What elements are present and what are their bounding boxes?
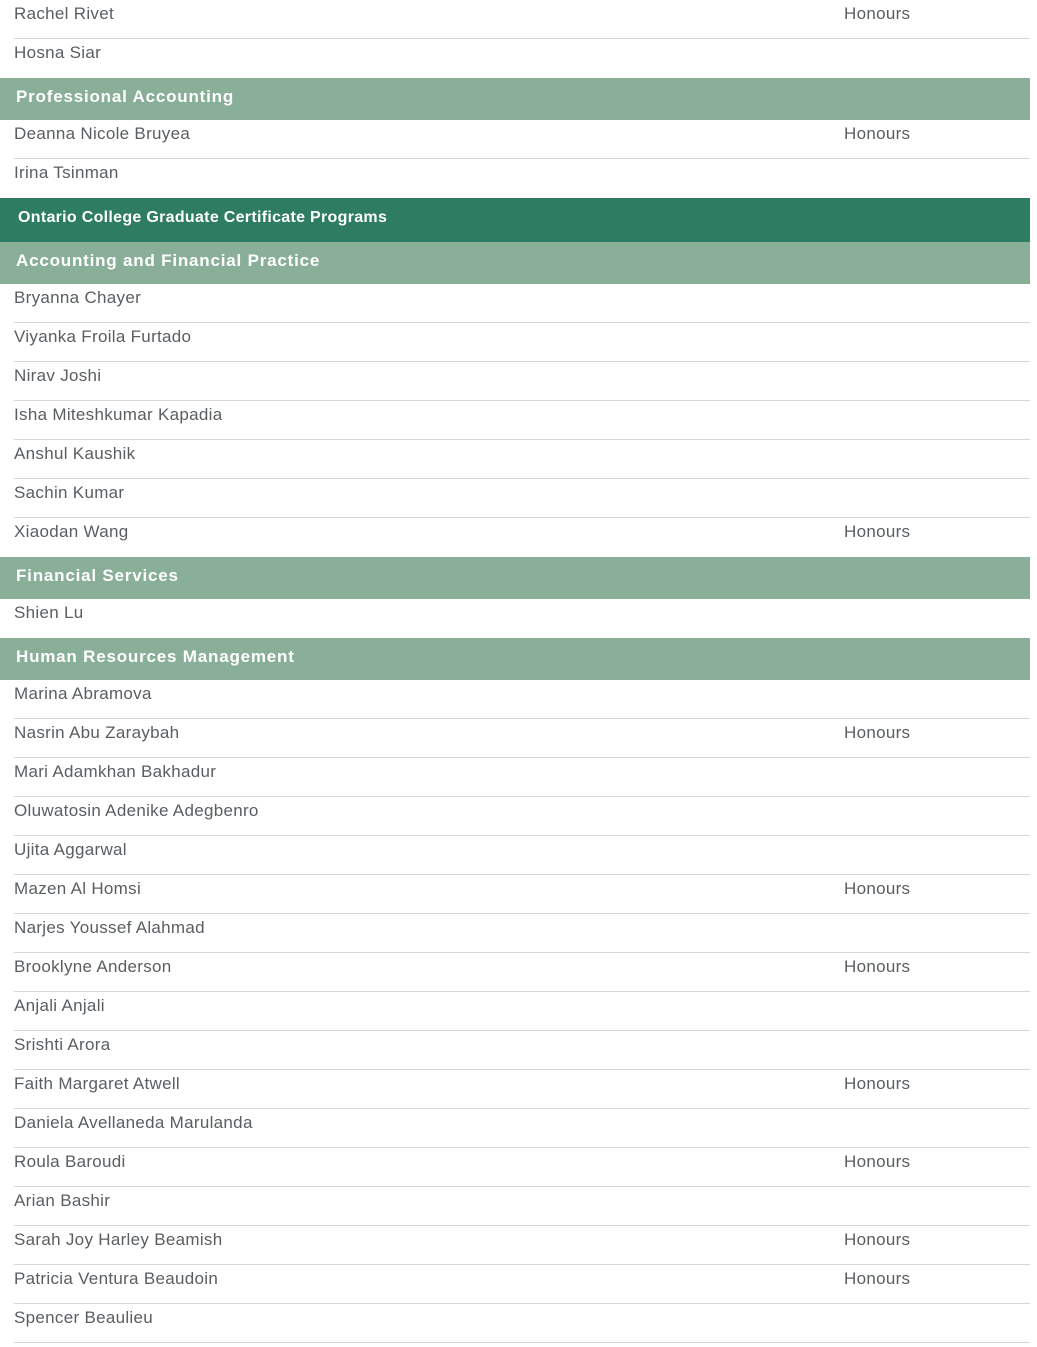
- heading-label: Accounting and Financial Practice: [16, 251, 321, 270]
- graduate-row: [0, 599, 1030, 638]
- honours-label: Honours: [844, 522, 911, 541]
- honours-label: Honours: [844, 957, 911, 976]
- graduate-name: Nasrin Abu Zaraybah: [14, 723, 180, 742]
- graduate-row: [0, 284, 1030, 323]
- graduate-name: Sachin Kumar: [14, 483, 125, 502]
- graduate-row: [0, 953, 1030, 992]
- graduate-row: [0, 1187, 1030, 1226]
- graduate-row: [0, 1070, 1030, 1109]
- program-heading: [0, 557, 1030, 599]
- program-heading: [0, 638, 1030, 680]
- graduate-name: Marina Abramova: [14, 684, 152, 703]
- graduate-name: Isha Miteshkumar Kapadia: [14, 405, 223, 424]
- honours-label: Honours: [844, 1074, 911, 1093]
- graduate-name: Anshul Kaushik: [14, 444, 136, 463]
- graduate-row: [0, 836, 1030, 875]
- graduate-row: [0, 797, 1030, 836]
- graduate-name: Shien Lu: [14, 603, 84, 622]
- graduate-row: [0, 518, 1030, 557]
- graduate-name: Hosna Siar: [14, 43, 102, 62]
- graduate-name: Mazen Al Homsi: [14, 879, 142, 898]
- honours-label: Honours: [844, 1152, 911, 1171]
- heading-label: Professional Accounting: [16, 87, 235, 106]
- graduate-row: [0, 479, 1030, 518]
- honours-label: Honours: [844, 124, 911, 143]
- graduate-name: Mari Adamkhan Bakhadur: [14, 762, 217, 781]
- graduate-name: Sarah Joy Harley Beamish: [14, 1230, 223, 1249]
- graduate-name: Viyanka Froila Furtado: [14, 327, 192, 346]
- graduate-row: [0, 323, 1030, 362]
- graduate-name: Bryanna Chayer: [14, 288, 142, 307]
- heading-label: Financial Services: [16, 566, 179, 585]
- heading-label: Human Resources Management: [16, 647, 295, 666]
- graduate-row: [0, 1148, 1030, 1187]
- graduate-name: Xiaodan Wang: [14, 522, 129, 541]
- graduate-row: [0, 440, 1030, 479]
- honours-label: Honours: [844, 879, 911, 898]
- program-heading: [0, 78, 1030, 120]
- graduate-name: Roula Baroudi: [14, 1152, 126, 1171]
- graduate-name: Irina Tsinman: [14, 163, 119, 182]
- heading-label: Ontario College Graduate Certificate Programs: [18, 209, 388, 226]
- section-heading: [0, 198, 1030, 242]
- graduate-row: [0, 1226, 1030, 1265]
- graduate-name: Patricia Ventura Beaudoin: [14, 1269, 219, 1288]
- graduate-row: [0, 1031, 1030, 1070]
- honours-label: Honours: [844, 4, 911, 23]
- graduate-name: Spencer Beaulieu: [14, 1308, 154, 1327]
- graduate-row: [0, 914, 1030, 953]
- graduate-name: Deanna Nicole Bruyea: [14, 124, 191, 143]
- graduate-name: Narjes Youssef Alahmad: [14, 918, 205, 937]
- graduate-name: Ujita Aggarwal: [14, 840, 127, 859]
- graduate-row: [0, 1265, 1030, 1304]
- graduate-name: Faith Margaret Atwell: [14, 1074, 180, 1093]
- graduate-row: [0, 758, 1030, 797]
- graduate-name: Daniela Avellaneda Marulanda: [14, 1113, 253, 1132]
- graduate-row: [0, 120, 1030, 159]
- graduate-row: [0, 0, 1030, 39]
- honours-label: Honours: [844, 1269, 911, 1288]
- graduate-name: Brooklyne Anderson: [14, 957, 172, 976]
- graduate-name: Rachel Rivet: [14, 4, 114, 23]
- graduate-row: [0, 39, 1030, 78]
- honours-label: Honours: [844, 723, 911, 742]
- graduate-name: Arian Bashir: [14, 1191, 111, 1210]
- graduate-row: [0, 680, 1030, 719]
- graduate-row: [0, 992, 1030, 1031]
- program-heading: [0, 242, 1030, 284]
- graduate-row: [0, 719, 1030, 758]
- graduate-row: [0, 1304, 1030, 1343]
- graduate-row: [0, 159, 1030, 198]
- graduate-name: Srishti Arora: [14, 1035, 111, 1054]
- graduate-row: [0, 1109, 1030, 1148]
- graduate-name: Oluwatosin Adenike Adegbenro: [14, 801, 259, 820]
- graduate-row: [0, 401, 1030, 440]
- graduate-name: Nirav Joshi: [14, 366, 102, 385]
- graduate-name: Anjali Anjali: [14, 996, 105, 1015]
- graduate-row: [0, 875, 1030, 914]
- graduate-row: [0, 362, 1030, 401]
- honours-label: Honours: [844, 1230, 911, 1249]
